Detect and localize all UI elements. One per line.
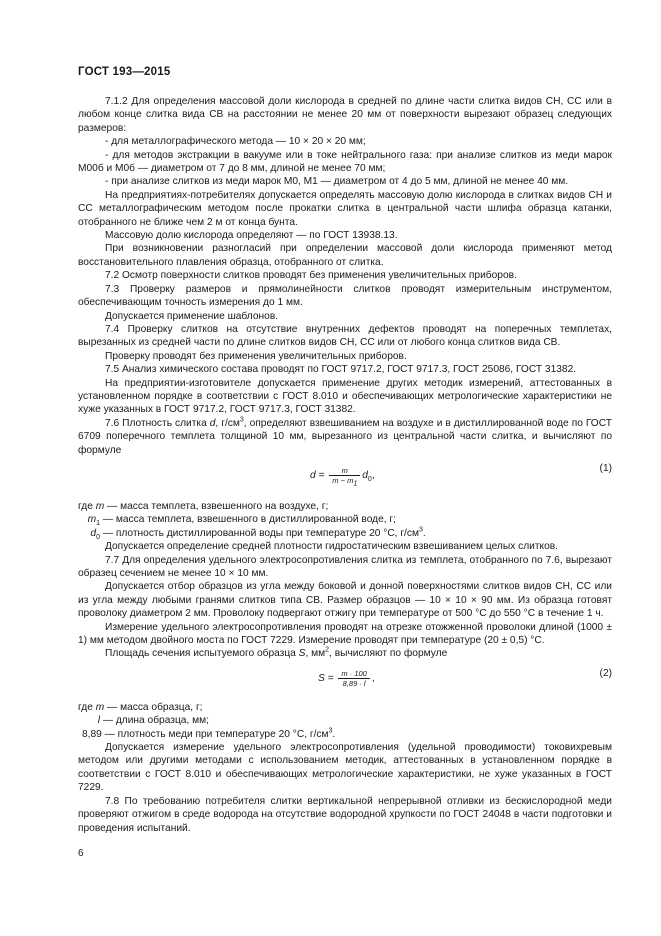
symbol-d: d bbox=[209, 417, 216, 429]
list-item: - для металлографического метода — 10 × 20 × 20 мм; bbox=[105, 136, 366, 148]
text-run: — масса образца, г; bbox=[104, 701, 203, 713]
paragraph bbox=[78, 647, 612, 660]
paragraph: Проверку проводят без применения увеличительных приборов. bbox=[105, 350, 407, 362]
paragraph: На предприятиях-потребителях допускается определять массовую долю кислорода в слитках видов СН и СС металлографическим методом после прокатки слитка в центральной части шлифа образца катанки, отобранного не ближе чем 2 м от конца бунта. bbox=[78, 189, 612, 228]
where-line bbox=[78, 714, 612, 727]
formula-factor: d bbox=[362, 470, 368, 482]
text-run: , определяют взвешиванием на воздухе и в дистиллированной воде по ГОСТ 6709 поперечного темплета толщиной 10 мм, вырезанного из центральной части слитка, и вычисляют по формуле bbox=[78, 417, 612, 456]
superscript: 3 bbox=[239, 416, 244, 424]
symbol-s: S bbox=[298, 648, 306, 660]
paragraph: На предприятии-изготовителе допускается применение других методик измерений, аттестованных в установленном порядке в соответствии с ГОСТ 8.010 и обеспечивающих метрологические характеристики не хуже указанных в ГОСТ 9717.2, ГОСТ 9717.3, ГОСТ 31382. bbox=[78, 377, 612, 416]
fraction-denominator: 8,89 · l bbox=[342, 678, 366, 688]
paragraph-7-6 bbox=[78, 417, 612, 457]
formula-2 bbox=[78, 665, 612, 695]
denominator-text: m − m bbox=[332, 475, 354, 485]
paragraph: Допускается определение средней плотности гидростатическим взвешиванием целых слитков. bbox=[105, 541, 558, 553]
subscript: 1 bbox=[96, 520, 100, 528]
paragraph-7-4: 7.4 Проверку слитков на отсутствие внутренних дефектов проводят на поперечных темплетах, вырезанных из средней части по длине слитков видов СН, СС или от любого конца слитков вида СВ. bbox=[78, 323, 612, 349]
paragraph: Измерение удельного электросопротивления проводят на отрезке отожженной проволоки длиной (1000 ± 1) мм методом двойного моста по ГОСТ 7229. Измерение проводят при температуре (20 ± 0,5) °С. bbox=[78, 621, 612, 647]
symbol-l bbox=[78, 714, 100, 727]
formula-lhs: d = bbox=[310, 470, 325, 482]
text-run: 7.6 Плотность слитка bbox=[105, 417, 210, 429]
paragraph: Массовую долю кислорода определяют — по ГОСТ 13938.13. bbox=[105, 230, 398, 242]
document-body bbox=[78, 95, 612, 835]
text-run: . bbox=[422, 527, 426, 539]
formula-tail: , bbox=[371, 470, 375, 482]
symbol-d0 bbox=[78, 527, 100, 540]
subscript: 1 bbox=[353, 480, 358, 488]
paragraph-7-1-2: 7.1.2 Для определения массовой доли кислорода в средней по длине части слитка видов СН, СС или в любом конце слитка вида СВ на расстоянии не менее 20 мм от поверхности вырезают образец следующих размеров: bbox=[78, 96, 612, 134]
text-run: . bbox=[332, 728, 336, 740]
formula-1-expression bbox=[310, 465, 375, 488]
fraction bbox=[329, 465, 360, 488]
text-run: — масса темплета, взвешенного в дистиллированной воде, г; bbox=[100, 514, 396, 526]
paragraph: При возникновении разногласий при определении массовой доли кислорода применяют метод восстановительного плавления образца, отобранного от слитка. bbox=[78, 243, 612, 268]
where-word: где bbox=[78, 701, 93, 713]
text-run: — масса темплета, взвешенного на воздухе, г; bbox=[104, 500, 329, 512]
paragraph-7-2: 7.2 Осмотр поверхности слитков проводят без применения увеличительных приборов. bbox=[105, 270, 517, 282]
text-run: 8,89 — плотность меди при температуре 20 °С, г/см bbox=[82, 728, 329, 740]
paragraph-7-7: 7.7 Для определения удельного электросопротивления слитка из темплета, отобранного по 7.6, вырезают образец сечением не менее 10 × 10 мм. bbox=[78, 554, 612, 579]
formula-2-expression bbox=[318, 669, 375, 688]
formula-1 bbox=[78, 460, 612, 494]
where-line bbox=[78, 500, 612, 513]
formula-number: (2) bbox=[599, 667, 612, 679]
where-line bbox=[78, 728, 612, 741]
paragraph: Допускается применение шаблонов. bbox=[105, 310, 279, 322]
paragraph: Допускается измерение удельного электросопротивления (удельной проводимости) токовихревым методом или другими методами с использованием методик, аттестованных в установленном порядке в соответствии с ГОСТ 8.010 и обеспечивающих метрологические характеристики, не хуже указанных в ГОСТ 7229. bbox=[78, 742, 612, 794]
symbol-m: m bbox=[95, 500, 105, 512]
paragraph-7-3: 7.3 Проверку размеров и прямолинейности слитков проводят измерительным инструментом, обеспечивающим точность измерения до 1 мм. bbox=[78, 283, 612, 309]
paragraph: Допускается отбор образцов из угла между боковой и донной поверхностями слитков видов СН, СС или из угла между любыми гранями слитков типа СВ. Размер образцов — 10 × 10 × 90 мм. Из образца готовят проволоку диаметром 2 мм. Проволоку подвергают отжигу при температуре от 500 °С до 550 °С в течение 1 ч. bbox=[78, 581, 612, 620]
where-word: где bbox=[78, 500, 93, 512]
fraction-numerator: m bbox=[329, 466, 360, 476]
where-line bbox=[78, 701, 612, 714]
list-item: - для методов экстракции в вакууме или в токе нейтрального газа: при анализе слитков из меди марок М00б и М0б — диаметром от 7 до 8 мм, длиной не менее 70 мм; bbox=[78, 149, 612, 175]
paragraph-7-8: 7.8 По требованию потребителя слитки вертикальной непрерывной отливки из бескислородной меди проверяют отжигом в среде водорода на отсутствие водородной хрупкости по ГОСТ 24048 в части подготовки и проведения испытаний. bbox=[78, 795, 612, 834]
fraction-denominator bbox=[329, 475, 360, 488]
subscript: 0 bbox=[367, 476, 372, 484]
where-line bbox=[78, 513, 612, 526]
list-item: - при анализе слитков из меди марок М0, М1 — диаметром от 4 до 5 мм, длиной не менее 40 мм. bbox=[105, 176, 569, 188]
text-run: — плотность дистиллированной воды при температуре 20 °С, г/см bbox=[100, 527, 419, 539]
symbol-m: m bbox=[95, 701, 105, 713]
text-run: Площадь сечения испытуемого образца bbox=[105, 648, 299, 660]
formula-lhs: S = bbox=[318, 673, 334, 685]
symbol-m1 bbox=[78, 513, 100, 526]
superscript: 3 bbox=[419, 526, 423, 534]
superscript: 3 bbox=[328, 727, 333, 735]
symbol-letter: m bbox=[87, 514, 97, 526]
text-run: , мм bbox=[305, 648, 326, 660]
page-number: 6 bbox=[78, 848, 84, 859]
superscript: 2 bbox=[325, 647, 330, 655]
formula-number: (1) bbox=[599, 462, 612, 474]
formula-tail: , bbox=[371, 673, 375, 685]
paragraph-7-5: 7.5 Анализ химического состава проводят по ГОСТ 9717.2, ГОСТ 9717.3, ГОСТ 25086, ГОСТ 31382. bbox=[105, 364, 577, 376]
fraction-numerator: m · 100 bbox=[338, 669, 369, 679]
subscript: 0 bbox=[96, 533, 100, 541]
symbol-letter: l bbox=[97, 715, 100, 727]
text-run: — длина образца, мм; bbox=[100, 715, 209, 727]
fraction bbox=[338, 669, 369, 688]
text-run: , г/см bbox=[215, 417, 240, 429]
where-line bbox=[78, 527, 612, 540]
symbol-letter: d bbox=[90, 527, 97, 539]
text-run: , вычисляют по формуле bbox=[329, 648, 448, 660]
document-header: ГОСТ 193—2015 bbox=[78, 66, 171, 78]
